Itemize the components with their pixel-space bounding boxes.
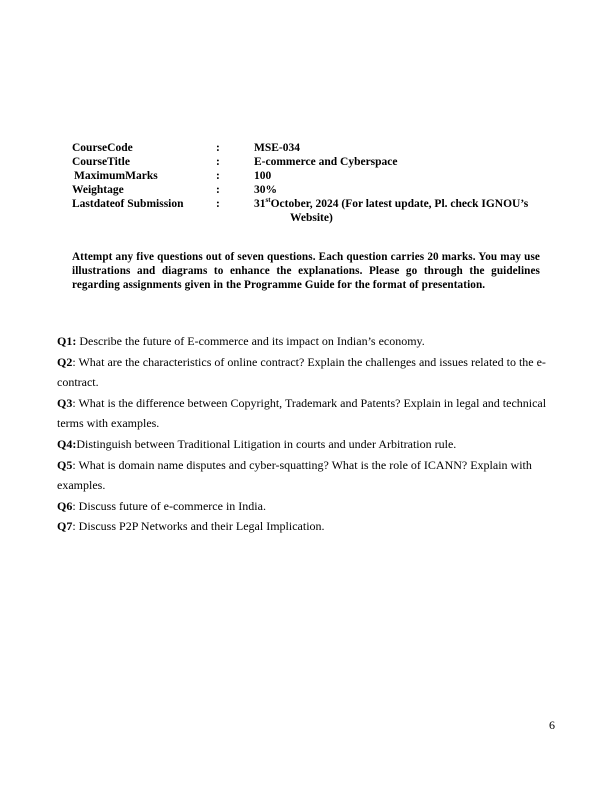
question-label: Q4: [57, 436, 77, 451]
question-text: Distinguish between Traditional Litigation in courts and under Arbitration rule. [76, 436, 457, 451]
assignment-instructions: Attempt any five questions out of seven questions. Each question carries 20 marks. You may use illustrations and diagrams to enhance the explanations. Please go through the guidelines regarding assignments given in the Programme Guide for the format of presentation. [72, 251, 540, 291]
submission-date-value [254, 197, 554, 225]
separator: : [216, 184, 220, 196]
question-item [57, 434, 557, 455]
question-text: : What is domain name disputes and cyber-squatting? What is the role of ICANN? Explain with examples. [57, 457, 532, 493]
question-text: : What are the characteristics of online contract? Explain the challenges and issues related to the e-contract. [57, 354, 546, 390]
question-label: Q2 [57, 354, 73, 369]
weightage-label: Weightage [72, 184, 124, 196]
submission-day: 31 [254, 198, 266, 210]
submission-date-label: Lastdateof Submission [72, 198, 184, 210]
page-number: 6 [549, 718, 555, 732]
question-label: Q6 [57, 498, 73, 513]
separator: : [216, 170, 220, 182]
question-text: : Discuss P2P Networks and their Legal Implication. [72, 519, 325, 534]
question-list [57, 331, 557, 537]
question-item [57, 393, 557, 434]
weightage-value: 30% [254, 184, 277, 196]
question-label: Q3 [57, 395, 73, 410]
separator: : [216, 198, 220, 210]
separator: : [216, 142, 220, 154]
separator: : [216, 156, 220, 168]
question-item [57, 352, 557, 393]
course-code-label: CourseCode [72, 142, 133, 154]
submission-day-suffix: st [265, 196, 271, 204]
maximum-marks-label: MaximumMarks [74, 170, 158, 182]
question-label: Q7 [57, 519, 73, 534]
question-label: Q5 [57, 457, 73, 472]
maximum-marks-value: 100 [254, 170, 272, 182]
question-text: : Discuss future of e-commerce in India. [72, 498, 266, 513]
question-text: Describe the future of E-commerce and its impact on Indian’s economy. [76, 334, 425, 348]
question-item [57, 516, 557, 537]
course-code-value: MSE-034 [254, 142, 300, 154]
submission-date-line2: Website) [290, 212, 333, 224]
question-text: : What is the difference between Copyright, Trademark and Patents? Explain in legal and technical terms with examples. [57, 395, 547, 431]
submission-date-line1: October, 2024 (For latest update, Pl. check IGNOU’s [270, 198, 529, 210]
question-label: Q1: [57, 334, 77, 348]
course-title-label: CourseTitle [72, 156, 130, 168]
question-item [57, 496, 557, 517]
question-item [57, 455, 557, 496]
course-title-value: E-commerce and Cyberspace [254, 156, 398, 168]
question-item [57, 331, 557, 352]
